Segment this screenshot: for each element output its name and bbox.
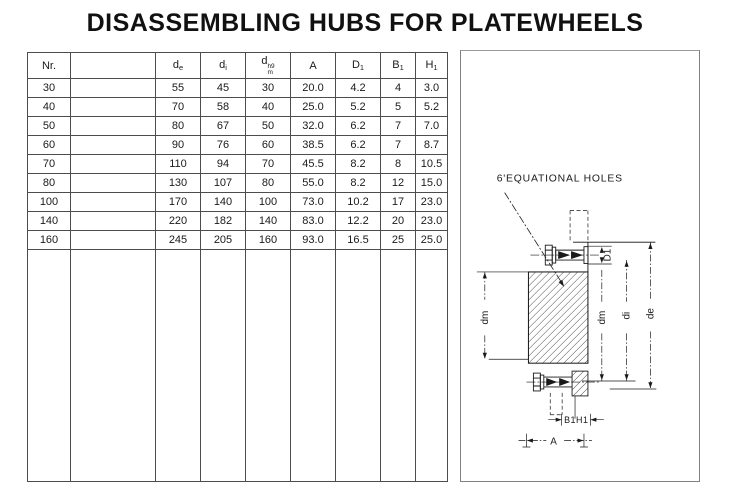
table-cell: 73.0 <box>291 193 336 212</box>
top-bolt <box>530 210 599 265</box>
table-cell: 25 <box>381 231 416 250</box>
table-cell: 40 <box>246 98 291 117</box>
table-cell: 80 <box>156 117 201 136</box>
table-cell: 38.5 <box>291 136 336 155</box>
table-cell: 15.0 <box>416 174 448 193</box>
table-cell: 93.0 <box>291 231 336 250</box>
table-cell: 25.0 <box>416 231 448 250</box>
table-cell: 110 <box>156 155 201 174</box>
table-cell: 100 <box>28 193 71 212</box>
table-cell: 6.2 <box>336 136 381 155</box>
table-cell: 7 <box>381 136 416 155</box>
table-cell: 17 <box>381 193 416 212</box>
dim-label-b1h1: B1H1 <box>564 415 589 426</box>
table-cell: 10.5 <box>416 155 448 174</box>
column-header: D1 <box>336 53 381 79</box>
table-cell: 245 <box>156 231 201 250</box>
table-cell <box>71 136 156 155</box>
table-cell <box>71 98 156 117</box>
spec-table-head-row <box>28 53 448 79</box>
table-cell: 4.2 <box>336 79 381 98</box>
table-cell <box>246 250 291 482</box>
table-cell: 30 <box>246 79 291 98</box>
table-cell: 107 <box>201 174 246 193</box>
table-cell: 220 <box>156 212 201 231</box>
table-row <box>28 98 448 117</box>
dim-label-dm-right: dm <box>596 310 608 325</box>
spec-table <box>27 52 448 482</box>
table-cell: 23.0 <box>416 212 448 231</box>
table-cell <box>416 250 448 482</box>
table-cell: 32.0 <box>291 117 336 136</box>
table-cell: 3.0 <box>416 79 448 98</box>
table-row <box>28 136 448 155</box>
table-cell: 5 <box>381 98 416 117</box>
table-cell <box>71 231 156 250</box>
table-cell: 70 <box>28 155 71 174</box>
table-row <box>28 193 448 212</box>
table-cell <box>336 250 381 482</box>
table-row-empty <box>28 250 448 482</box>
dim-di <box>625 260 629 381</box>
annotation-equational-holes: 6'EQUATIONAL HOLES <box>496 173 623 185</box>
table-cell: 25.0 <box>291 98 336 117</box>
table-cell: 20.0 <box>291 79 336 98</box>
table-cell <box>71 212 156 231</box>
table-cell: 130 <box>156 174 201 193</box>
table-row <box>28 79 448 98</box>
table-cell: 80 <box>28 174 71 193</box>
table-cell: 5.2 <box>336 98 381 117</box>
column-header: A <box>291 53 336 79</box>
dim-dm-right <box>582 270 636 381</box>
column-header: di <box>201 53 246 79</box>
table-cell: 50 <box>28 117 71 136</box>
dim-label-dm-left: dm <box>479 310 491 325</box>
column-header: de <box>156 53 201 79</box>
table-cell: 7.0 <box>416 117 448 136</box>
table-cell: 67 <box>201 117 246 136</box>
table-cell: 8.7 <box>416 136 448 155</box>
column-header: d h9 m <box>246 53 291 79</box>
table-cell: 12.2 <box>336 212 381 231</box>
table-cell <box>71 79 156 98</box>
table-cell: 30 <box>28 79 71 98</box>
table-cell <box>71 117 156 136</box>
hub-cross-section-drawing <box>461 51 699 481</box>
column-header: H1 <box>416 53 448 79</box>
table-cell: 45 <box>201 79 246 98</box>
table-cell: 76 <box>201 136 246 155</box>
table-cell: 20 <box>381 212 416 231</box>
table-cell: 6.2 <box>336 117 381 136</box>
dim-label-de: de <box>645 308 657 320</box>
spec-table-body <box>28 79 448 482</box>
table-cell: 94 <box>201 155 246 174</box>
table-cell: 60 <box>28 136 71 155</box>
table-row <box>28 174 448 193</box>
page-title: DISASSEMBLING HUBS FOR PLATEWHEELS <box>86 9 644 37</box>
table-cell: 160 <box>246 231 291 250</box>
table-cell: 8 <box>381 155 416 174</box>
table-row <box>28 231 448 250</box>
table-cell: 45.5 <box>291 155 336 174</box>
table-cell: 8.2 <box>336 174 381 193</box>
table-cell: 80 <box>246 174 291 193</box>
table-cell: 182 <box>201 212 246 231</box>
table-cell <box>71 174 156 193</box>
table-cell <box>201 250 246 482</box>
table-cell: 58 <box>201 98 246 117</box>
spec-table-wrap <box>27 52 447 482</box>
dim-label-a: A <box>550 436 557 448</box>
column-header: Nr. <box>28 53 71 79</box>
table-cell: 60 <box>246 136 291 155</box>
dim-label-di: di <box>621 311 633 320</box>
table-cell: 140 <box>28 212 71 231</box>
dim-label-d1: D1 <box>602 248 614 262</box>
table-cell: 55 <box>156 79 201 98</box>
table-cell: 70 <box>156 98 201 117</box>
table-cell: 7 <box>381 117 416 136</box>
table-row <box>28 117 448 136</box>
column-header <box>71 53 156 79</box>
table-cell: 100 <box>246 193 291 212</box>
bottom-bolt <box>526 371 599 419</box>
table-cell: 23.0 <box>416 193 448 212</box>
table-row <box>28 155 448 174</box>
drawing-panel <box>460 50 700 482</box>
table-cell <box>71 193 156 212</box>
table-row <box>28 212 448 231</box>
table-cell <box>28 250 71 482</box>
table-cell: 205 <box>201 231 246 250</box>
table-cell: 8.2 <box>336 155 381 174</box>
table-cell <box>291 250 336 482</box>
table-cell: 16.5 <box>336 231 381 250</box>
table-cell: 83.0 <box>291 212 336 231</box>
table-cell: 50 <box>246 117 291 136</box>
table-cell <box>156 250 201 482</box>
table-cell: 4 <box>381 79 416 98</box>
table-cell: 12 <box>381 174 416 193</box>
table-cell: 55.0 <box>291 174 336 193</box>
table-cell <box>381 250 416 482</box>
table-cell: 5.2 <box>416 98 448 117</box>
table-cell: 170 <box>156 193 201 212</box>
table-cell: 40 <box>28 98 71 117</box>
column-header: B1 <box>381 53 416 79</box>
table-cell <box>71 250 156 482</box>
table-cell: 90 <box>156 136 201 155</box>
table-cell: 140 <box>246 212 291 231</box>
table-cell: 10.2 <box>336 193 381 212</box>
table-cell: 160 <box>28 231 71 250</box>
table-cell: 70 <box>246 155 291 174</box>
table-cell <box>71 155 156 174</box>
table-cell: 140 <box>201 193 246 212</box>
